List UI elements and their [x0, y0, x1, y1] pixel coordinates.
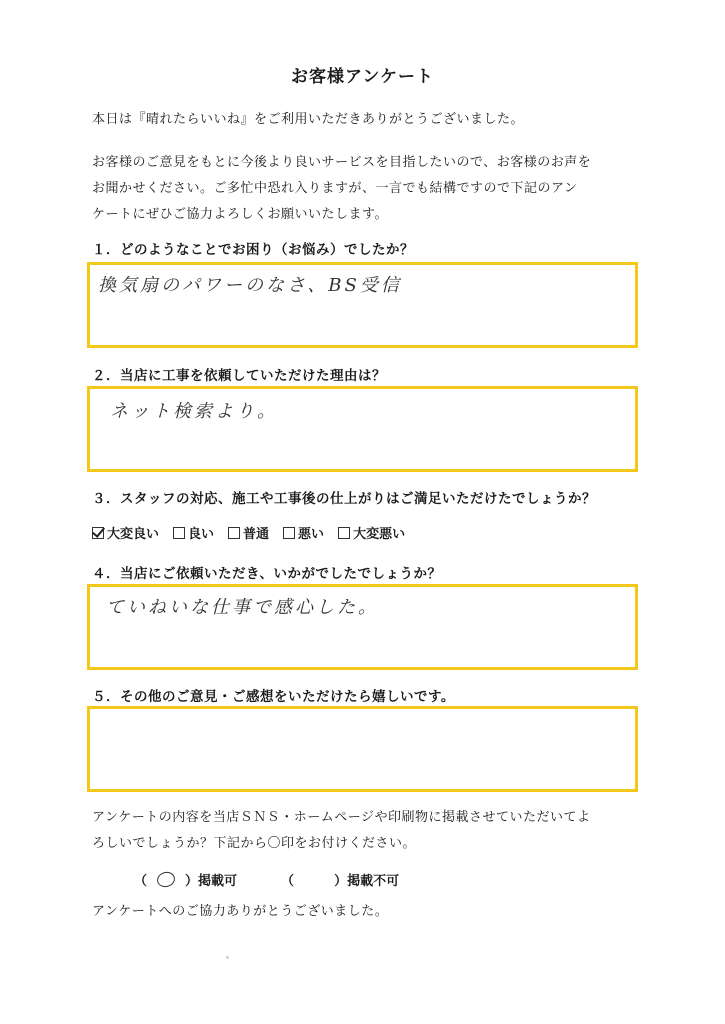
page-title: お客様アンケート: [291, 67, 434, 87]
consent-allow-label: 掲載可: [198, 874, 238, 889]
intro-thanks: 本日は『晴れたらいいね』をご利用いただきありがとうございました。: [92, 112, 525, 127]
question-5-answer-box[interactable]: [87, 706, 638, 792]
question-3-options: [92, 523, 419, 542]
option-very-bad[interactable]: [338, 523, 405, 542]
circle-mark-icon: [155, 870, 176, 889]
option-label: 大変悪い: [353, 527, 406, 542]
option-bad[interactable]: [283, 523, 324, 542]
question-4-label: ４．当店にご依頼いただき、いかがでしたでしょうか？: [92, 566, 442, 582]
paren-open: （: [134, 874, 148, 889]
paren-close: ）: [185, 874, 199, 889]
question-1-label: １．どのようなことでお困り（お悩み）でしたか？: [92, 242, 414, 258]
question-3-label: ３．スタッフの対応、施工や工事後の仕上がりはご満足いただけたでしょうか？: [92, 491, 596, 507]
paren-close: ）: [334, 874, 348, 889]
checkbox-icon[interactable]: [338, 527, 350, 539]
checkbox-icon[interactable]: [228, 527, 240, 539]
consent-text: アンケートの内容を当店ＳＮＳ・ホームページや印刷物に掲載させていただいてよ: [92, 810, 591, 825]
consent-deny[interactable]: [281, 870, 399, 889]
option-average[interactable]: [228, 523, 269, 542]
intro-line: お客様のご意見をもとに今後より良いサービスを目指したいので、お客様のお声を: [92, 155, 592, 170]
option-label: 大変良い: [107, 527, 160, 542]
checkbox-icon[interactable]: [173, 527, 185, 539]
checkbox-checked-icon[interactable]: [92, 527, 104, 539]
option-very-good[interactable]: [92, 523, 159, 542]
closing-text: アンケートへのご協力ありがとうございました。: [92, 904, 389, 919]
question-4-answer-box[interactable]: [87, 584, 638, 670]
option-good[interactable]: [173, 523, 214, 542]
option-label: 悪い: [298, 527, 325, 542]
question-4-answer: ていねいな仕事で感心した。: [106, 597, 379, 618]
consent-options: [134, 870, 399, 889]
checkbox-icon[interactable]: [283, 527, 295, 539]
consent-allow[interactable]: [134, 870, 237, 889]
option-label: 良い: [188, 527, 215, 542]
question-5-label: ５．その他のご意見・ご感想をいただけたら嬉しいです。: [92, 689, 455, 705]
intro-line: お聞かせください。ご多忙中恐れ入りますが、一言でも結構ですので下記のアン: [92, 181, 578, 196]
question-2-answer-box[interactable]: [87, 386, 638, 472]
consent-deny-label: 掲載不可: [347, 874, 400, 889]
scan-speck: [226, 956, 229, 959]
consent-text: ろしいでしょうか？下記から〇印をお付けください。: [92, 836, 417, 851]
question-2-answer: ネット検索より。: [110, 401, 278, 422]
intro-line: ケートにぜひご協力よろしくお願いいたします。: [92, 207, 388, 222]
question-2-label: ２．当店に工事を依頼していただけた理由は？: [92, 368, 386, 384]
question-1-answer: 換気扇のパワーのなさ、BS受信: [98, 275, 402, 296]
question-1-answer-box[interactable]: [87, 262, 638, 348]
option-label: 普通: [243, 527, 270, 542]
paren-open: （: [281, 874, 295, 889]
